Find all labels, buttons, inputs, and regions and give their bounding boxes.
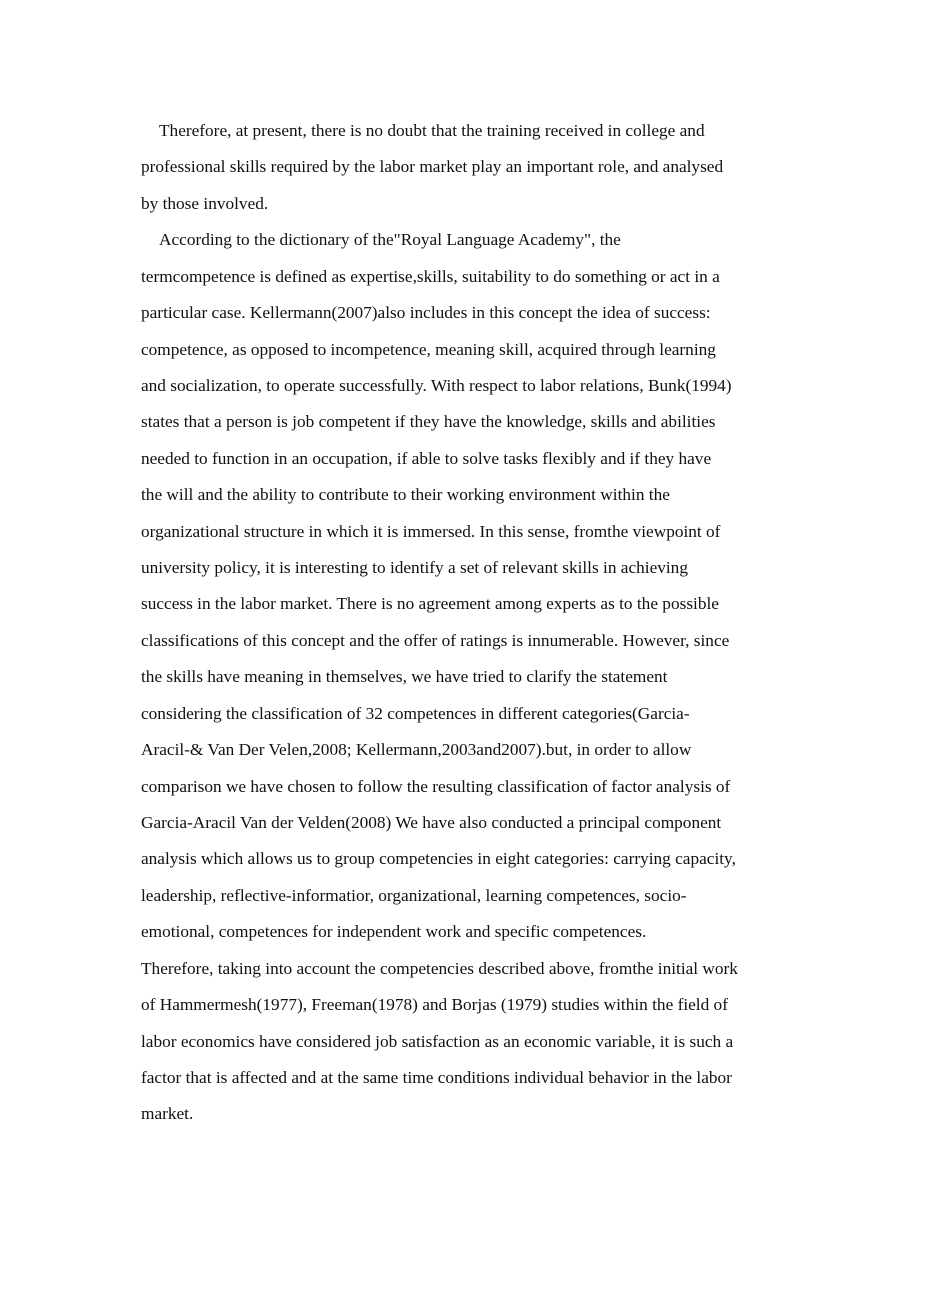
text-line: the skills have meaning in themselves, we have tried to clarify the statement [141, 667, 668, 687]
text-line: labor economics have considered job satisfaction as an economic variable, it is such a [141, 1031, 734, 1051]
text-line: Therefore, taking into account the competencies described above, fromthe initial work [141, 958, 738, 978]
paragraph [141, 951, 801, 1133]
text-line: Aracil-& Van Der Velen,2008; Kellermann,2003and2007).but, in order to allow [141, 740, 692, 760]
text-line: analysis which allows us to group competencies in eight categories: carrying capacity, [141, 849, 736, 869]
text-line: professional skills required by the labor market play an important role, and analysed [141, 157, 724, 177]
text-line: of Hammermesh(1977), Freeman(1978) and Borjas (1979) studies within the field of [141, 995, 728, 1015]
text-line: by those involved. [141, 193, 269, 213]
text-line: states that a person is job competent if they have the knowledge, skills and abilities [141, 412, 716, 432]
text-line: Garcia-Aracil Van der Velden(2008) We have also conducted a principal component [141, 813, 722, 833]
document-body [141, 113, 801, 1133]
paragraph [141, 113, 801, 222]
text-line: comparison we have chosen to follow the resulting classification of factor analysis of [141, 776, 731, 796]
text-line: university policy, it is interesting to identify a set of relevant skills in achieving [141, 558, 688, 578]
paragraph [141, 222, 801, 950]
text-line: considering the classification of 32 competences in different categories(Garcia- [141, 703, 690, 723]
text-line: market. [141, 1104, 194, 1124]
text-line: the will and the ability to contribute to their working environment within the [141, 485, 670, 505]
text-line: factor that is affected and at the same time conditions individual behavior in the labor [141, 1067, 732, 1087]
text-line: emotional, competences for independent work and specific competences. [141, 922, 647, 942]
text-line: competence, as opposed to incompetence, meaning skill, acquired through learning [141, 339, 716, 359]
text-line: needed to function in an occupation, if able to solve tasks flexibly and if they have [141, 448, 712, 468]
text-line: According to the dictionary of the"Royal Language Academy", the [159, 230, 621, 250]
text-line: particular case. Kellermann(2007)also includes in this concept the idea of success: [141, 303, 711, 323]
text-line: success in the labor market. There is no agreement among experts as to the possible [141, 594, 719, 614]
text-line: termcompetence is defined as expertise,skills, suitability to do something or act in a [141, 266, 720, 286]
text-line: and socialization, to operate successfully. With respect to labor relations, Bunk(1994) [141, 375, 732, 395]
text-line: organizational structure in which it is immersed. In this sense, fromthe viewpoint of [141, 521, 721, 541]
text-line: leadership, reflective-informatior, organizational, learning competences, socio- [141, 885, 687, 905]
text-line: classifications of this concept and the offer of ratings is innumerable. However, since [141, 630, 730, 650]
text-line: Therefore, at present, there is no doubt that the training received in college and [159, 121, 705, 140]
